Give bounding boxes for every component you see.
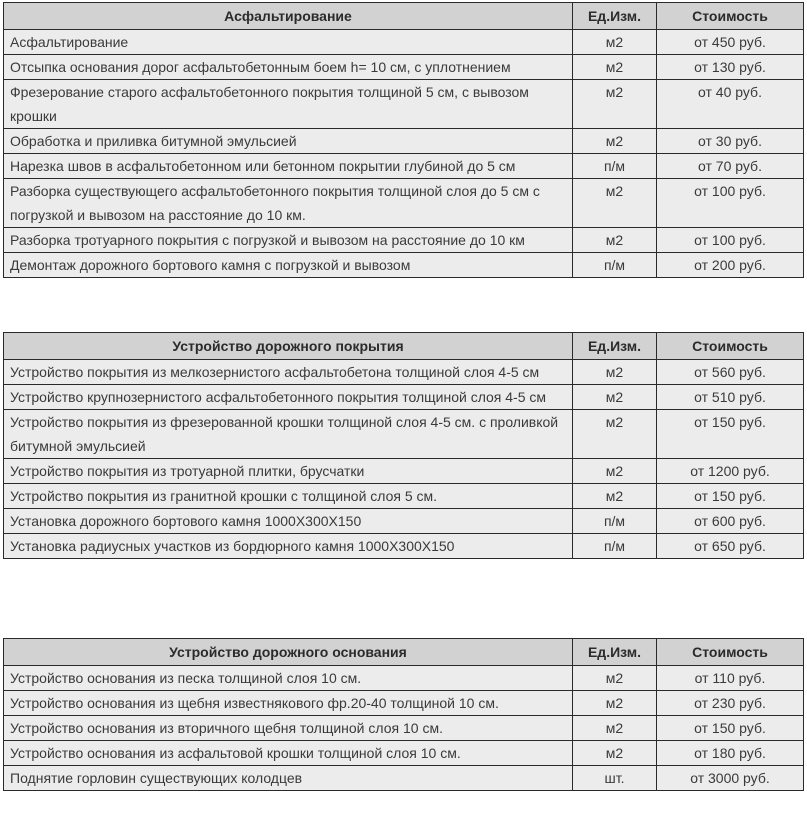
service-name: Поднятие горловин существующих колодцев [4, 766, 573, 791]
service-name: Устройство крупнозернистого асфальтобетонного покрытия толщиной слоя 4-5 см [4, 385, 573, 410]
unit-cell: м2 [573, 179, 657, 228]
unit-cell: п/м [573, 509, 657, 534]
cost-column-header: Стоимость [657, 639, 804, 666]
unit-cell: п/м [573, 154, 657, 179]
cost-column-header: Стоимость [657, 3, 804, 30]
service-name: Установка радиусных участков из бордюрного камня 1000Х300Х150 [4, 534, 573, 559]
cost-cell: от 40 руб. [657, 80, 804, 129]
table-row [4, 253, 804, 278]
cost-cell: от 3000 руб. [657, 766, 804, 791]
road-surface-price-table [3, 332, 804, 559]
unit-column-header: Ед.Изм. [573, 639, 657, 666]
table-row [4, 716, 804, 741]
unit-cell: м2 [573, 691, 657, 716]
table-row [4, 80, 804, 129]
cost-cell: от 180 руб. [657, 741, 804, 766]
service-name: Асфальтирование [4, 30, 573, 55]
table-row [4, 666, 804, 691]
table-row [4, 129, 804, 154]
service-name: Устройство покрытия из фрезерованной крошки толщиной слоя 4-5 см. с проливкой битумной эмульсией [4, 410, 573, 459]
unit-cell: м2 [573, 129, 657, 154]
unit-cell: м2 [573, 30, 657, 55]
table-row [4, 741, 804, 766]
unit-column-header: Ед.Изм. [573, 3, 657, 30]
service-name: Устройство основания из вторичного щебня толщиной слоя 10 см. [4, 716, 573, 741]
unit-cell: м2 [573, 360, 657, 385]
cost-cell: от 600 руб. [657, 509, 804, 534]
service-name: Устройство покрытия из мелкозернистого асфальтобетона толщиной слоя 4-5 см [4, 360, 573, 385]
service-name: Устройство покрытия из гранитной крошки с толщиной слоя 5 см. [4, 484, 573, 509]
unit-cell: м2 [573, 80, 657, 129]
service-name: Устройство основания из щебня известнякового фр.20-40 толщиной 10 см. [4, 691, 573, 716]
service-name: Устройство покрытия из тротуарной плитки, брусчатки [4, 459, 573, 484]
unit-cell: м2 [573, 741, 657, 766]
unit-cell: п/м [573, 253, 657, 278]
unit-column-header: Ед.Изм. [573, 333, 657, 360]
table-row [4, 385, 804, 410]
table-header-row [4, 333, 804, 360]
service-name: Установка дорожного бортового камня 1000Х300Х150 [4, 509, 573, 534]
cost-column-header: Стоимость [657, 333, 804, 360]
cost-cell: от 1200 руб. [657, 459, 804, 484]
table-header-row [4, 3, 804, 30]
table-title: Устройство дорожного основания [4, 639, 573, 666]
service-name: Демонтаж дорожного бортового камня с погрузкой и вывозом [4, 253, 573, 278]
service-name: Фрезерование старого асфальтобетонного покрытия толщиной 5 см, с вывозом крошки [4, 80, 573, 129]
cost-cell: от 450 руб. [657, 30, 804, 55]
unit-cell: м2 [573, 228, 657, 253]
service-name: Отсыпка основания дорог асфальтобетонным боем h= 10 см, с уплотнением [4, 55, 573, 80]
service-name: Разборка существующего асфальтобетонного покрытия толщиной слоя до 5 см с погрузкой и вывозом на расстояние до 10 км. [4, 179, 573, 228]
cost-cell: от 130 руб. [657, 55, 804, 80]
cost-cell: от 70 руб. [657, 154, 804, 179]
service-name: Разборка тротуарного покрытия с погрузкой и вывозом на расстояние до 10 км [4, 228, 573, 253]
table-row [4, 410, 804, 459]
table-row [4, 228, 804, 253]
service-name: Устройство основания из песка толщиной слоя 10 см. [4, 666, 573, 691]
road-base-price-table [3, 638, 804, 791]
table-title: Устройство дорожного покрытия [4, 333, 573, 360]
cost-cell: от 200 руб. [657, 253, 804, 278]
unit-cell: м2 [573, 484, 657, 509]
table-row [4, 766, 804, 791]
cost-cell: от 150 руб. [657, 716, 804, 741]
table-row [4, 509, 804, 534]
table-row [4, 154, 804, 179]
table-row [4, 484, 804, 509]
cost-cell: от 510 руб. [657, 385, 804, 410]
unit-cell: м2 [573, 385, 657, 410]
unit-cell: м2 [573, 410, 657, 459]
unit-cell: м2 [573, 666, 657, 691]
unit-cell: шт. [573, 766, 657, 791]
table-row [4, 691, 804, 716]
cost-cell: от 30 руб. [657, 129, 804, 154]
cost-cell: от 110 руб. [657, 666, 804, 691]
unit-cell: м2 [573, 716, 657, 741]
service-name: Устройство основания из асфальтовой крошки толщиной слоя 10 см. [4, 741, 573, 766]
cost-cell: от 560 руб. [657, 360, 804, 385]
cost-cell: от 150 руб. [657, 484, 804, 509]
table-row [4, 30, 804, 55]
cost-cell: от 150 руб. [657, 410, 804, 459]
cost-cell: от 650 руб. [657, 534, 804, 559]
table-row [4, 360, 804, 385]
cost-cell: от 230 руб. [657, 691, 804, 716]
unit-cell: м2 [573, 459, 657, 484]
cost-cell: от 100 руб. [657, 228, 804, 253]
asphalting-price-table [3, 2, 804, 278]
table-title: Асфальтирование [4, 3, 573, 30]
service-name: Нарезка швов в асфальтобетонном или бетонном покрытии глубиной до 5 см [4, 154, 573, 179]
service-name: Обработка и приливка битумной эмульсией [4, 129, 573, 154]
unit-cell: п/м [573, 534, 657, 559]
table-row [4, 179, 804, 228]
cost-cell: от 100 руб. [657, 179, 804, 228]
table-header-row [4, 639, 804, 666]
unit-cell: м2 [573, 55, 657, 80]
table-row [4, 55, 804, 80]
table-row [4, 459, 804, 484]
table-row [4, 534, 804, 559]
